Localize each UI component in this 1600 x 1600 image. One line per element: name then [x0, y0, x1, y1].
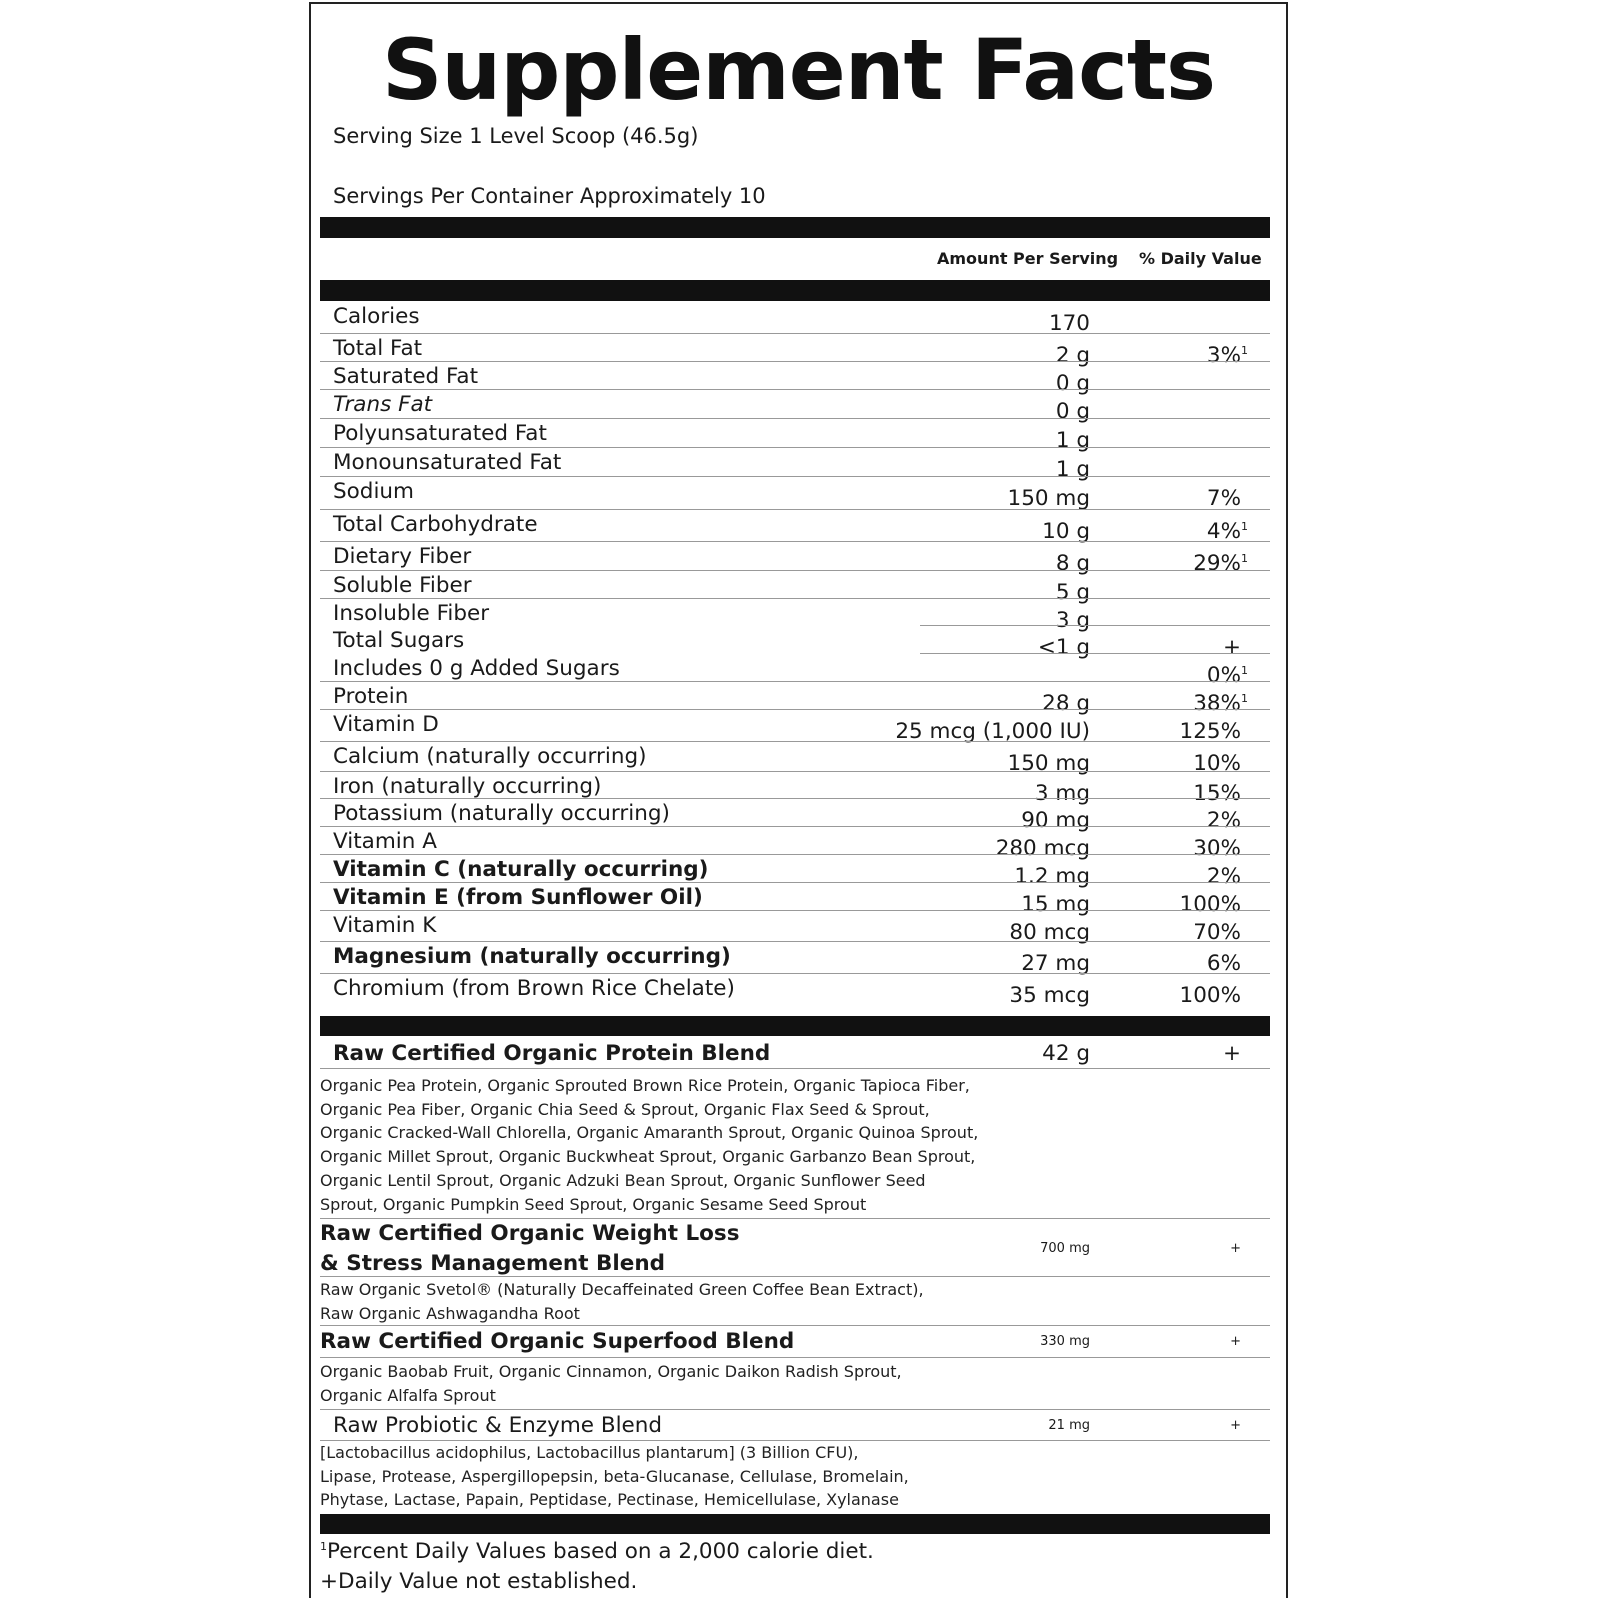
nutrient-name: Polyunsaturated Fat	[333, 421, 547, 446]
nutrient-amount: 25 mcg (1,000 IU)	[895, 719, 1090, 744]
nutrient-daily-value	[1193, 781, 1241, 807]
nutrient-amount: 3 mg	[1034, 781, 1090, 806]
nutrient-daily-value	[1193, 691, 1248, 717]
thick-divider-top	[320, 217, 1270, 238]
footnote-mark: 1	[320, 1539, 327, 1553]
nutrient-amount: 90 mg	[1021, 808, 1090, 833]
protein-blend-amount: 42 g	[1042, 1041, 1090, 1066]
protein-blend-ingredients: Organic Pea Protein, Organic Sprouted Brown Rice Protein, Organic Tapioca Fiber, Organic Pea Fiber, Organic Chia Seed & Sprout, Organic Flax Seed & Sprout, Organic Cracked-Wall Chlorella, Organic Amaranth Sprout, Organic Quinoa Sprout, Organic Millet Sprout, Organic Buckwheat Sprout, Organic Garbanzo Bean Sprout, Organic Lentil Sprout, Organic Adzuki Bean Sprout, Organic Sunflower Seed Sprout, Organic Pumpkin Seed Sprout, Organic Sesame Seed Sprout	[320, 1076, 979, 1214]
nutrient-amount: 0 g	[1055, 399, 1090, 424]
thick-divider-nutrients	[320, 1016, 1270, 1036]
nutrient-name: Soluble Fiber	[333, 573, 472, 598]
nutrient-name: Calcium (naturally occurring)	[333, 744, 647, 769]
nutrient-name: Dietary Fiber	[333, 544, 472, 569]
nutrient-daily-value	[1180, 892, 1241, 918]
nutrient-amount: 170	[1048, 311, 1090, 336]
protein-blend-name: Raw Certified Organic Protein Blend	[333, 1041, 771, 1066]
nutrient-amount: 3 g	[1055, 608, 1090, 633]
nutrient-daily-value-text: 125%	[1179, 719, 1241, 744]
footnote-mark: 1	[1241, 551, 1248, 565]
probiotic-blend-dv: +	[1230, 1418, 1241, 1433]
nutrient-name: Calories	[333, 304, 420, 329]
nutrient-daily-value-text: 2%	[1206, 864, 1241, 889]
footnote-mark: 1	[1241, 519, 1248, 533]
nutrient-daily-value	[1207, 663, 1248, 689]
nutrient-daily-value-text: 70%	[1193, 920, 1241, 945]
superfood-blend-amount: 330 mg	[1040, 1334, 1090, 1349]
row-divider	[320, 771, 1270, 772]
weight-loss-blend-name-line2: & Stress Management Blend	[320, 1251, 666, 1276]
row-divider	[320, 447, 1270, 448]
footnote-dv-not-established: +Daily Value not established.	[320, 1569, 638, 1594]
footnote-dv-basis-text: Percent Daily Values based on a 2,000 calorie diet.	[327, 1539, 874, 1564]
nutrient-amount: 280 mcg	[995, 836, 1090, 861]
nutrient-amount: 80 mcg	[1009, 920, 1090, 945]
row-divider	[320, 1409, 1270, 1410]
weight-loss-blend-ingredients: Raw Organic Svetol® (Naturally Decaffeinated Green Coffee Bean Extract), Raw Organic Ashwagandha Root	[320, 1280, 924, 1323]
weight-loss-blend-name-line1: Raw Certified Organic Weight Loss	[320, 1221, 740, 1246]
row-divider	[320, 941, 1270, 942]
nutrient-amount: 8 g	[1055, 551, 1090, 576]
row-divider	[320, 681, 1270, 682]
row-divider	[320, 541, 1270, 542]
row-divider	[320, 709, 1270, 710]
superfood-blend-name: Raw Certified Organic Superfood Blend	[320, 1329, 795, 1354]
row-divider	[320, 361, 1270, 362]
row-divider	[320, 1276, 1270, 1277]
nutrient-amount: <1 g	[1037, 635, 1090, 660]
row-divider	[320, 741, 1270, 742]
nutrient-daily-value	[1223, 635, 1241, 661]
probiotic-blend-amount: 21 mg	[1048, 1418, 1090, 1433]
nutrient-name: Includes 0 g Added Sugars	[333, 656, 620, 681]
nutrient-daily-value	[1193, 836, 1241, 862]
nutrient-daily-value-text: 29%	[1193, 551, 1241, 576]
nutrient-daily-value-text: 0%	[1206, 663, 1241, 688]
nutrient-daily-value-text: 6%	[1206, 951, 1241, 976]
probiotic-blend-ingredients: [Lactobacillus acidophilus, Lactobacillus plantarum] (3 Billion CFU), Lipase, Protease, Aspergillopepsin, beta-Glucanase, Cellulase, Bromelain, Phytase, Lactase, Papain, Peptidase, Pectinase, Hemicellulase, Xylanase	[320, 1443, 909, 1510]
servings-per-container: Servings Per Container Approximately 10	[333, 184, 766, 208]
superfood-blend-ingredients: Organic Baobab Fruit, Organic Cinnamon, Organic Daikon Radish Sprout, Organic Alfalfa Sprout	[320, 1362, 902, 1405]
row-divider	[320, 910, 1270, 911]
protein-blend-dv: +	[1222, 1041, 1241, 1066]
nutrient-daily-value	[1193, 751, 1241, 777]
superfood-blend-dv: +	[1230, 1334, 1241, 1349]
panel-title: Supplement Facts	[381, 21, 1216, 119]
nutrient-name: Insoluble Fiber	[333, 601, 490, 626]
nutrient-amount: 1 g	[1055, 428, 1090, 453]
row-divider	[320, 598, 1270, 599]
nutrient-daily-value-text: 15%	[1193, 781, 1241, 806]
thick-divider-header	[320, 280, 1270, 301]
nutrient-name: Total Sugars	[333, 628, 465, 653]
row-divider	[320, 973, 1270, 974]
nutrient-daily-value-text: 38%	[1193, 691, 1241, 716]
nutrient-name: Total Carbohydrate	[333, 512, 538, 537]
nutrient-name: Total Fat	[333, 336, 423, 361]
row-divider	[320, 882, 1270, 883]
row-divider	[320, 798, 1270, 799]
nutrient-daily-value-text: 100%	[1179, 892, 1241, 917]
nutrient-name: Vitamin A	[333, 829, 437, 854]
footnote-dv-basis	[320, 1537, 874, 1567]
nutrient-amount: 150 mg	[1007, 751, 1090, 776]
nutrient-daily-value	[1193, 551, 1248, 577]
nutrient-amount: 35 mcg	[1009, 983, 1090, 1008]
row-divider	[320, 418, 1270, 419]
row-divider	[320, 509, 1270, 510]
nutrient-name: Potassium (naturally occurring)	[333, 801, 670, 826]
footnote-mark: 1	[1241, 343, 1248, 357]
nutrient-daily-value	[1207, 808, 1241, 834]
nutrient-amount: 10 g	[1042, 519, 1090, 544]
amount-per-serving-header: Amount Per Serving	[937, 249, 1119, 268]
nutrient-amount: 1.2 mg	[1014, 864, 1090, 889]
nutrient-daily-value	[1193, 920, 1241, 946]
row-divider	[920, 625, 1270, 626]
weight-loss-blend-amount: 700 mg	[1040, 1241, 1090, 1256]
nutrient-daily-value-text: 10%	[1193, 751, 1241, 776]
nutrient-name: Vitamin K	[333, 913, 437, 938]
nutrient-name: Trans Fat	[333, 392, 433, 417]
nutrient-daily-value-text: +	[1222, 635, 1241, 660]
nutrient-amount: 1 g	[1055, 457, 1090, 482]
row-divider	[320, 1068, 1270, 1069]
row-divider	[320, 333, 1270, 334]
nutrient-name: Vitamin C (naturally occurring)	[333, 857, 709, 882]
nutrient-amount: 150 mg	[1007, 486, 1090, 511]
serving-size: Serving Size 1 Level Scoop (46.5g)	[333, 124, 699, 148]
row-divider	[320, 1218, 1270, 1219]
nutrient-name: Vitamin D	[333, 712, 439, 737]
nutrient-name: Protein	[333, 684, 409, 709]
nutrient-name: Vitamin E (from Sunflower Oil)	[333, 885, 703, 910]
probiotic-blend-name: Raw Probiotic & Enzyme Blend	[333, 1413, 663, 1438]
nutrient-amount: 15 mg	[1021, 892, 1090, 917]
nutrient-daily-value	[1180, 983, 1241, 1009]
nutrient-daily-value-text: 7%	[1206, 486, 1241, 511]
daily-value-header: % Daily Value	[1139, 249, 1262, 268]
row-divider	[320, 1325, 1270, 1326]
thick-divider-bottom	[320, 1514, 1270, 1534]
row-divider	[320, 570, 1270, 571]
nutrient-amount: 28 g	[1042, 691, 1090, 716]
footnote-mark: 1	[1241, 663, 1248, 677]
nutrient-name: Iron (naturally occurring)	[333, 774, 602, 799]
nutrient-name: Saturated Fat	[333, 364, 479, 389]
footnote-mark: 1	[1241, 691, 1248, 705]
row-divider	[320, 389, 1270, 390]
row-divider	[920, 653, 1270, 654]
nutrient-daily-value	[1207, 343, 1248, 369]
weight-loss-blend-dv: +	[1230, 1241, 1241, 1256]
nutrient-amount: 0 g	[1055, 371, 1090, 396]
nutrient-amount: 2 g	[1055, 343, 1090, 368]
nutrient-daily-value-text: 3%	[1206, 343, 1241, 368]
nutrient-name: Chromium (from Brown Rice Chelate)	[333, 976, 735, 1001]
nutrient-daily-value-text: 30%	[1193, 836, 1241, 861]
supplement-facts-panel	[309, 2, 1288, 1598]
nutrient-name: Monounsaturated Fat	[333, 450, 562, 475]
nutrient-amount: 27 mg	[1021, 951, 1090, 976]
row-divider	[320, 826, 1270, 827]
row-divider	[320, 1357, 1270, 1358]
nutrient-daily-value	[1207, 864, 1241, 890]
row-divider	[320, 476, 1270, 477]
nutrient-daily-value-text: 4%	[1206, 519, 1241, 544]
nutrient-amount: 5 g	[1055, 580, 1090, 605]
nutrient-daily-value-text: 100%	[1179, 983, 1241, 1008]
nutrient-daily-value-text: 2%	[1206, 808, 1241, 833]
row-divider	[320, 854, 1270, 855]
nutrient-name: Magnesium (naturally occurring)	[333, 944, 731, 969]
nutrient-name: Sodium	[333, 479, 414, 504]
